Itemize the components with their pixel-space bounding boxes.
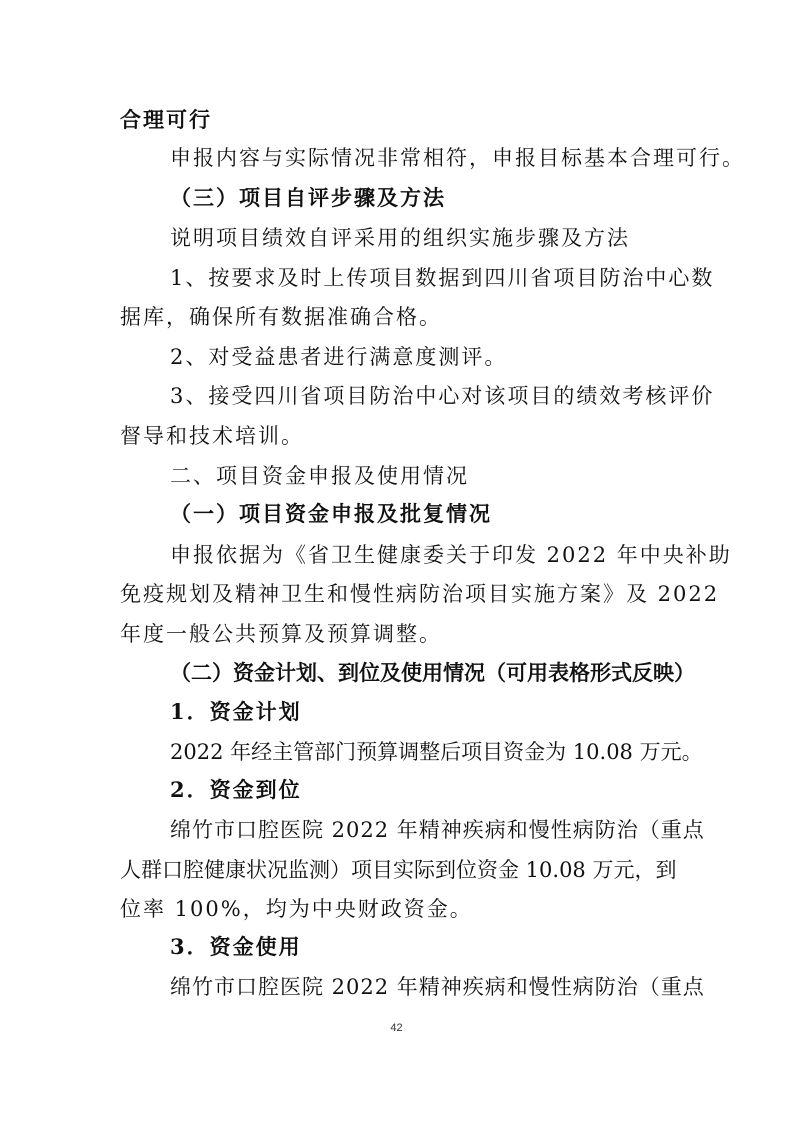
paragraph-line: 2022 年经主管部门预算调整后项目资金为 10.08 万元。 [170,740,703,764]
paragraph-line: 位率 100%，均为中央财政资金。 [120,897,473,921]
paragraph-line: 年度一般公共预算及预算调整。 [120,622,442,646]
paragraph-line: 免疫规划及精神卫生和慢性病防治项目实施方案》及 2022 [120,582,720,606]
chapter-heading: 二、项目资金申报及使用情况 [170,464,469,488]
paragraph-line: 绵竹市口腔医院 2022 年精神疾病和慢性病防治（重点 [170,975,705,999]
paragraph-line: 说明项目绩效自评采用的组织实施步骤及方法 [170,226,630,250]
paragraph-line: 1、按要求及时上传项目数据到四川省项目防治中心数 [170,266,715,290]
subsection-heading: 3．资金使用 [170,934,302,959]
section-heading: （三）项目自评步骤及方法 [170,185,446,210]
section-heading: （一）项目资金申报及批复情况 [170,501,492,526]
subsection-heading: 2．资金到位 [170,777,302,802]
paragraph-line: 绵竹市口腔医院 2022 年精神疾病和慢性病防治（重点 [170,818,705,842]
page-number: 42 [390,1022,403,1034]
section-heading: （二）资金计划、到位及使用情况（可用表格形式反映） [170,660,695,685]
paragraph-line: 2、对受益患者进行满意度测评。 [170,345,508,369]
paragraph-line: 3、接受四川省项目防治中心对该项目的绩效考核评价 [170,384,715,408]
subsection-heading: 1．资金计划 [170,699,302,724]
paragraph-line: 据库，确保所有数据准确合格。 [120,305,442,329]
paragraph-line: 人群口腔健康状况监测）项目实际到位资金 10.08 万元，到 [120,858,677,882]
heading-continuation: 合理可行 [120,107,212,132]
paragraph-line: 申报内容与实际情况非常相符，申报目标基本合理可行。 [170,146,745,170]
paragraph-line: 督导和技术培训。 [120,424,304,448]
paragraph-line: 申报依据为《省卫生健康委关于印发 2022 年中央补助 [170,543,732,567]
